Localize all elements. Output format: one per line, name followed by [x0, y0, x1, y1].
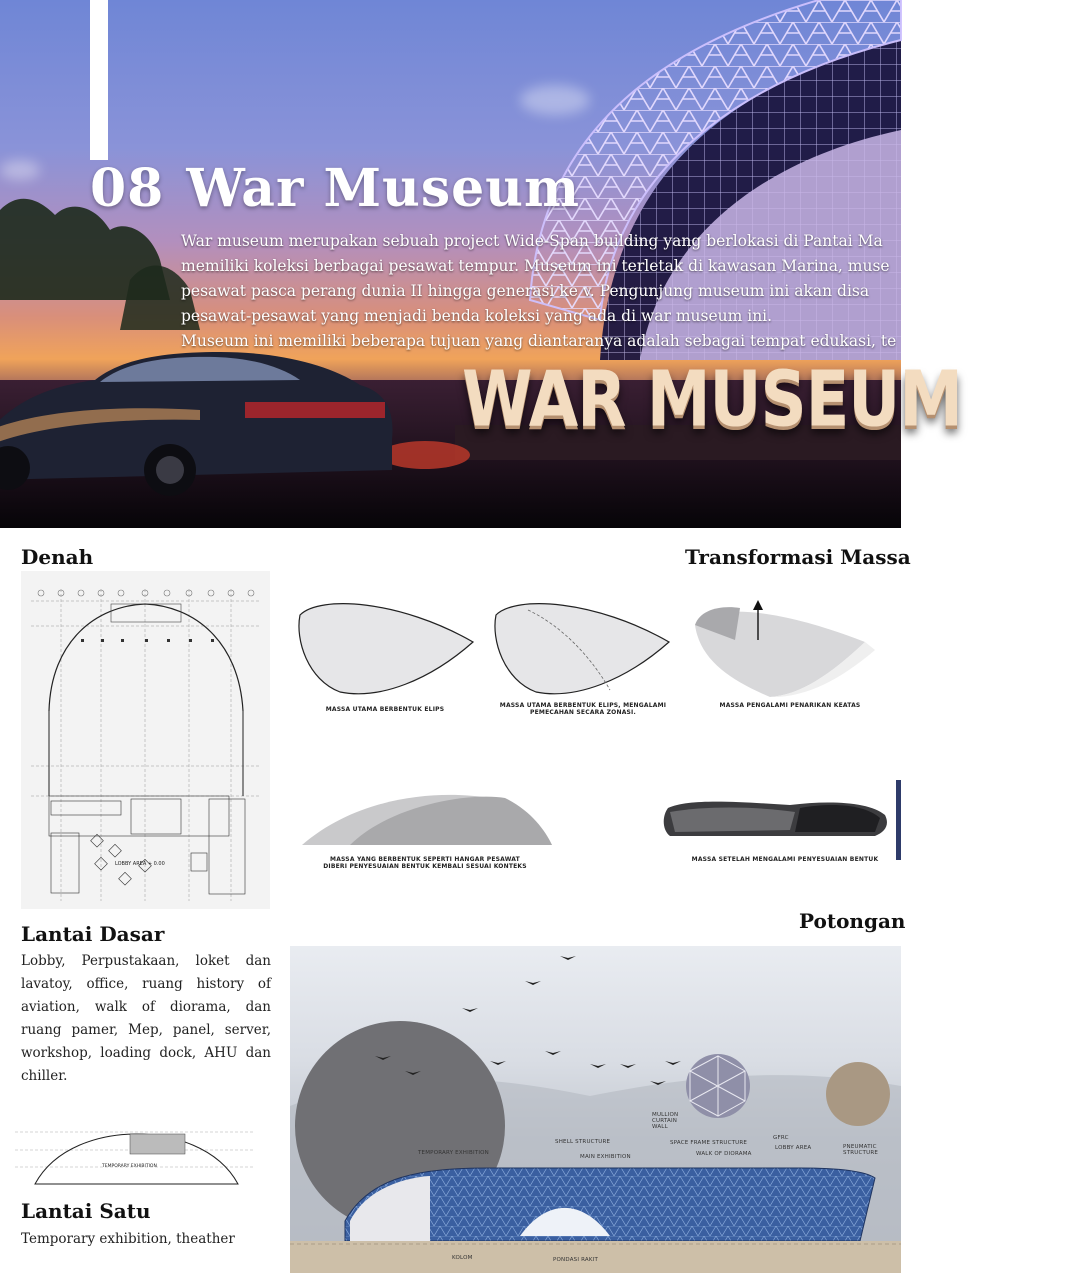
- mass-step-4-caption: MASSA YANG BERBENTUK SEPERTI HANGAR PESAWAT DIBERI PENYESUAIAN BENTUK KEMBALI SESUAI KONTEKS: [323, 856, 527, 870]
- mass-step-3-caption: MASSA PENGALAMI PENARIKAN KEATAS: [719, 702, 861, 709]
- ground-plan-label: LOBBY AREA + 0.00: [115, 861, 165, 867]
- museum-sign: WAR MUSEUM: [462, 356, 962, 445]
- section-illustration: [290, 946, 901, 1273]
- ground-floor-heading: Lantai Dasar: [21, 922, 165, 946]
- label-gfrc: GFRC: [773, 1135, 789, 1141]
- label-shell-structure: SHELL STRUCTURE: [555, 1139, 611, 1145]
- first-floor-plan: [10, 1112, 262, 1192]
- description-line: pesawat-pesawat yang menjadi benda koleksi yang ada di war museum ini.: [181, 307, 773, 325]
- label-walk-of-diorama: WALK OF DIORAMA: [696, 1151, 752, 1157]
- label-mullion-curtain-wall: MULLION CURTAIN WALL: [652, 1112, 679, 1130]
- label-kolom: KOLOM: [452, 1255, 473, 1261]
- project-description: [181, 229, 1081, 354]
- denah-heading: Denah: [21, 545, 94, 569]
- label-pneumatic-structure: PNEUMATIC STRUCTURE: [843, 1144, 879, 1156]
- description-line: Museum ini memiliki beberapa tujuan yang diantaranya adalah sebagai tempat edukasi, te: [181, 332, 897, 350]
- ground-floor-description: Lobby, Perpustakaan, loket dan lavatoy, office, ruang history of aviation, walk of diorama, dan ruang pamer, Mep, panel, server, workshop, loading dock, AHU dan chiller.: [21, 953, 271, 1084]
- page-title: [90, 158, 580, 219]
- description-line: memiliki koleksi berbagai pesawat tempur. Museum ini terletak di kawasan Marina, muse: [181, 257, 890, 275]
- accent-bar: [90, 0, 108, 160]
- label-pondasi-rakit: PONDASI RAKIT: [553, 1257, 599, 1263]
- project-number: 08: [90, 158, 165, 219]
- mass-diagram-drawing: [290, 580, 901, 880]
- label-temporary-exhibition: TEMPORARY EXHIBITION: [418, 1150, 489, 1156]
- hero-banner: [0, 0, 962, 528]
- mass-step-1-shape: [299, 604, 473, 694]
- description-line: War museum merupakan sebuah project Wide-Span building yang berlokasi di Pantai Ma: [181, 232, 883, 250]
- label-space-frame-structure: SPACE FRAME STRUCTURE: [670, 1140, 748, 1146]
- mass-step-2-shape: [495, 604, 669, 694]
- building-section-drawing: [290, 946, 901, 1273]
- first-floor-description: Temporary exhibition, theather: [21, 1231, 235, 1247]
- mass-transformation-diagram: [290, 580, 901, 880]
- project-title: War Museum: [186, 158, 581, 219]
- first-floor-heading: Lantai Satu: [21, 1199, 151, 1223]
- label-main-exhibition: MAIN EXHIBITION: [580, 1154, 631, 1160]
- description-line: pesawat pasca perang dunia II hingga generasi ke v. Pengunjung museum ini akan disa: [181, 282, 870, 300]
- ground-floor-plan: [21, 571, 270, 909]
- edge-accent: [896, 780, 901, 860]
- mass-step-5-caption: MASSA SETELAH MENGALAMI PENYESUAIAN BENTUK: [691, 856, 879, 863]
- ground-floor-plan-drawing: [21, 571, 270, 909]
- mass-step-1-caption: MASSA UTAMA BERBENTUK ELIPS: [325, 706, 445, 713]
- potongan-heading: Potongan: [799, 909, 906, 933]
- first-floor-plan-drawing: [10, 1112, 262, 1192]
- mass-step-2-caption: MASSA UTAMA BERBENTUK ELIPS, MENGALAMI PEMECAHAN SECARA ZONASI.: [499, 702, 667, 716]
- transformasi-heading: Transformasi Massa: [685, 545, 911, 569]
- label-lobby-area: LOBBY AREA: [775, 1145, 812, 1151]
- first-plan-label: TEMPORARY EXHIBITION: [102, 1164, 157, 1169]
